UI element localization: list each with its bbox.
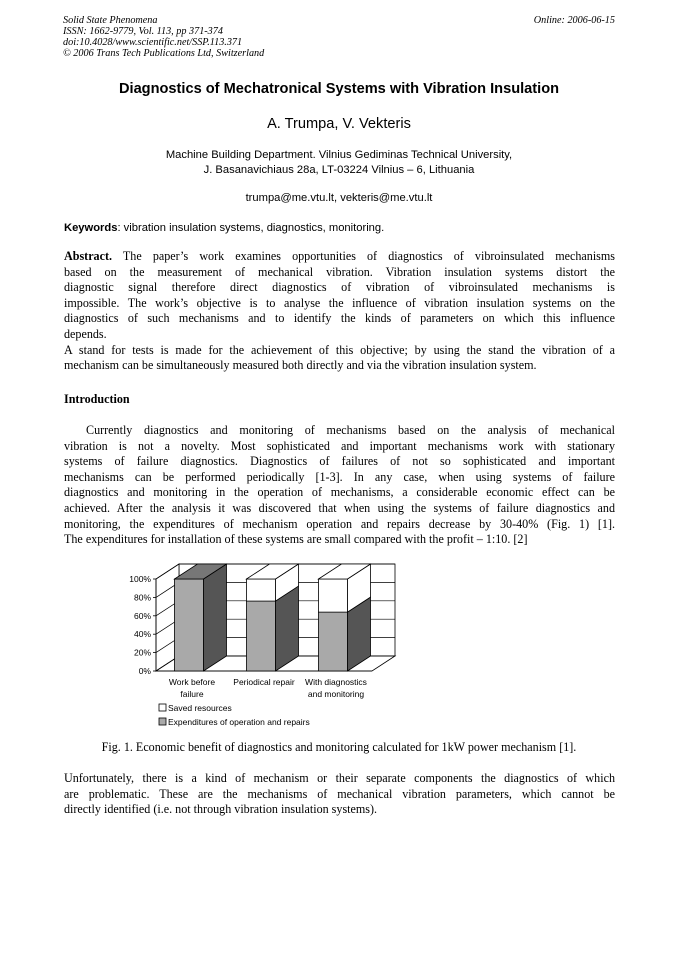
- intro-line: vibration is not a novelty. Most sophisticated and important mechanisms work with stationary: [64, 438, 615, 453]
- abstract-line: diagnostic signal therefore direct diagnostics of vibration of vibroinsulated mechanisms is: [64, 280, 615, 295]
- chart-y-tick-label: 80%: [133, 592, 151, 603]
- introduction-paragraph: [64, 423, 615, 548]
- intro-line: The expenditures for installation of these systems are small compared with the profit – 1:10. [2]: [64, 532, 528, 547]
- paper-title: Diagnostics of Mechatronical Systems with Vibration Insulation: [118, 81, 560, 97]
- abstract-line: mechanism can be simultaneously measured both directly and via the vibration insulation system.: [64, 358, 537, 373]
- bar-segment-front: [319, 612, 348, 671]
- chart-svg: [120, 558, 410, 738]
- journal-copyright: © 2006 Trans Tech Publications Ltd, Switzerland: [63, 48, 265, 59]
- paper-authors: A. Trumpa, V. Vekteris: [267, 116, 411, 132]
- journal-header: [63, 15, 264, 59]
- chart-x-tick-label: With diagnostics: [305, 677, 367, 687]
- author-emails: trumpa@me.vtu.lt, vekteris@me.vtu.lt: [245, 192, 433, 204]
- abstract-line: Abstract. The paper’s work examines opportunities of diagnostics of vibroinsulated mechanisms: [64, 249, 615, 263]
- affiliation-line-1: Machine Building Department. Vilnius Gediminas Technical University,: [165, 149, 513, 161]
- chart-y-tick-label: 100%: [129, 574, 151, 584]
- legend-swatch: [159, 704, 166, 711]
- journal-name: Solid State Phenomena: [63, 15, 158, 26]
- chart-x-tick-label: Periodical repair: [233, 677, 295, 687]
- abstract-line: impossible. The work’s objective is to analyse the influence of vibration insulation systems on the: [64, 295, 615, 310]
- bar-segment-front: [319, 579, 348, 612]
- intro-line: diagnostics and monitoring in the operation of mechanisms, a considerable economic effect can be: [64, 485, 615, 500]
- body-line: Unfortunately, there is a kind of mechanism or their separate components the diagnostics of which: [64, 771, 615, 785]
- legend-label: Expenditures of operation and repairs: [168, 717, 310, 727]
- figure-caption: Fig. 1. Economic benefit of diagnostics and monitoring calculated for 1kW power mechanism [1].: [101, 740, 577, 754]
- intro-line: systems of failure diagnostics. Diagnostics of failures of not so sophisticated and important: [64, 454, 615, 469]
- journal-issn: ISSN: 1662-9779, Vol. 113, pp 371-374: [63, 26, 223, 37]
- journal-doi: doi:10.4028/www.scientific.net/SSP.113.371: [63, 37, 243, 48]
- abstract-label: Abstract.: [64, 249, 113, 263]
- chart-y-tick-label: 60%: [133, 610, 151, 621]
- section-heading-introduction: Introduction: [64, 392, 130, 406]
- body-line: are problematic. These are the mechanisms of mechanical vibration parameters, which cannot be: [64, 786, 615, 801]
- legend-swatch: [159, 718, 166, 725]
- bar-segment-front: [175, 579, 204, 671]
- affiliation-line-2: J. Basanavichiaus 28a, LT-03224 Vilnius – 6, Lithuania: [203, 164, 475, 176]
- abstract-line: depends.: [64, 326, 107, 341]
- body-paragraph: [64, 771, 615, 818]
- intro-line: achieved. After the analysis it was discovered that when using the systems of failure diagnostics and: [64, 500, 615, 515]
- chart-x-tick-label: failure: [180, 689, 204, 699]
- keywords: [64, 222, 616, 234]
- keywords-label: Keywords: [64, 222, 118, 234]
- legend-label: Saved resources: [168, 703, 232, 713]
- abstract-line: A stand for tests is made for the achievement of this objective; by using the stand the vibration of a: [64, 342, 615, 357]
- bar-segment-front: [247, 579, 276, 601]
- intro-line: monitoring, the expenditures of mechanism operation and repairs decrease by 30-40% (Fig. 1) [1].: [64, 516, 615, 531]
- economic-benefit-chart: [120, 558, 410, 738]
- bar-segment-front: [247, 601, 276, 671]
- online-date: Online: 2006-06-15: [533, 15, 615, 26]
- keywords-text: : vibration insulation systems, diagnostics, monitoring.: [117, 222, 385, 234]
- affiliation: [0, 148, 678, 178]
- chart-y-tick-label: 20%: [133, 647, 151, 658]
- abstract: [64, 249, 615, 374]
- intro-line: mechanisms can be performed periodically [1-3]. In any case, when using systems of failure: [64, 469, 615, 484]
- body-line: directly identified (i.e. not through vibration insulation systems).: [64, 802, 378, 817]
- abstract-line: based on the measurement of mechanical vibration. Vibration insulation systems distort the: [64, 264, 615, 279]
- chart-y-tick-label: 0%: [138, 666, 151, 676]
- chart-y-tick-label: 40%: [133, 629, 151, 640]
- intro-line: Currently diagnostics and monitoring of mechanisms based on the analysis of mechanical: [86, 423, 615, 437]
- abstract-line: diagnostics of such mechanisms and to identify the kinds of parameters on which this influence: [64, 311, 615, 326]
- bar-segment-side: [204, 564, 227, 671]
- chart-x-tick-label: Work before: [168, 677, 216, 687]
- chart-x-tick-label: and monitoring: [307, 689, 365, 699]
